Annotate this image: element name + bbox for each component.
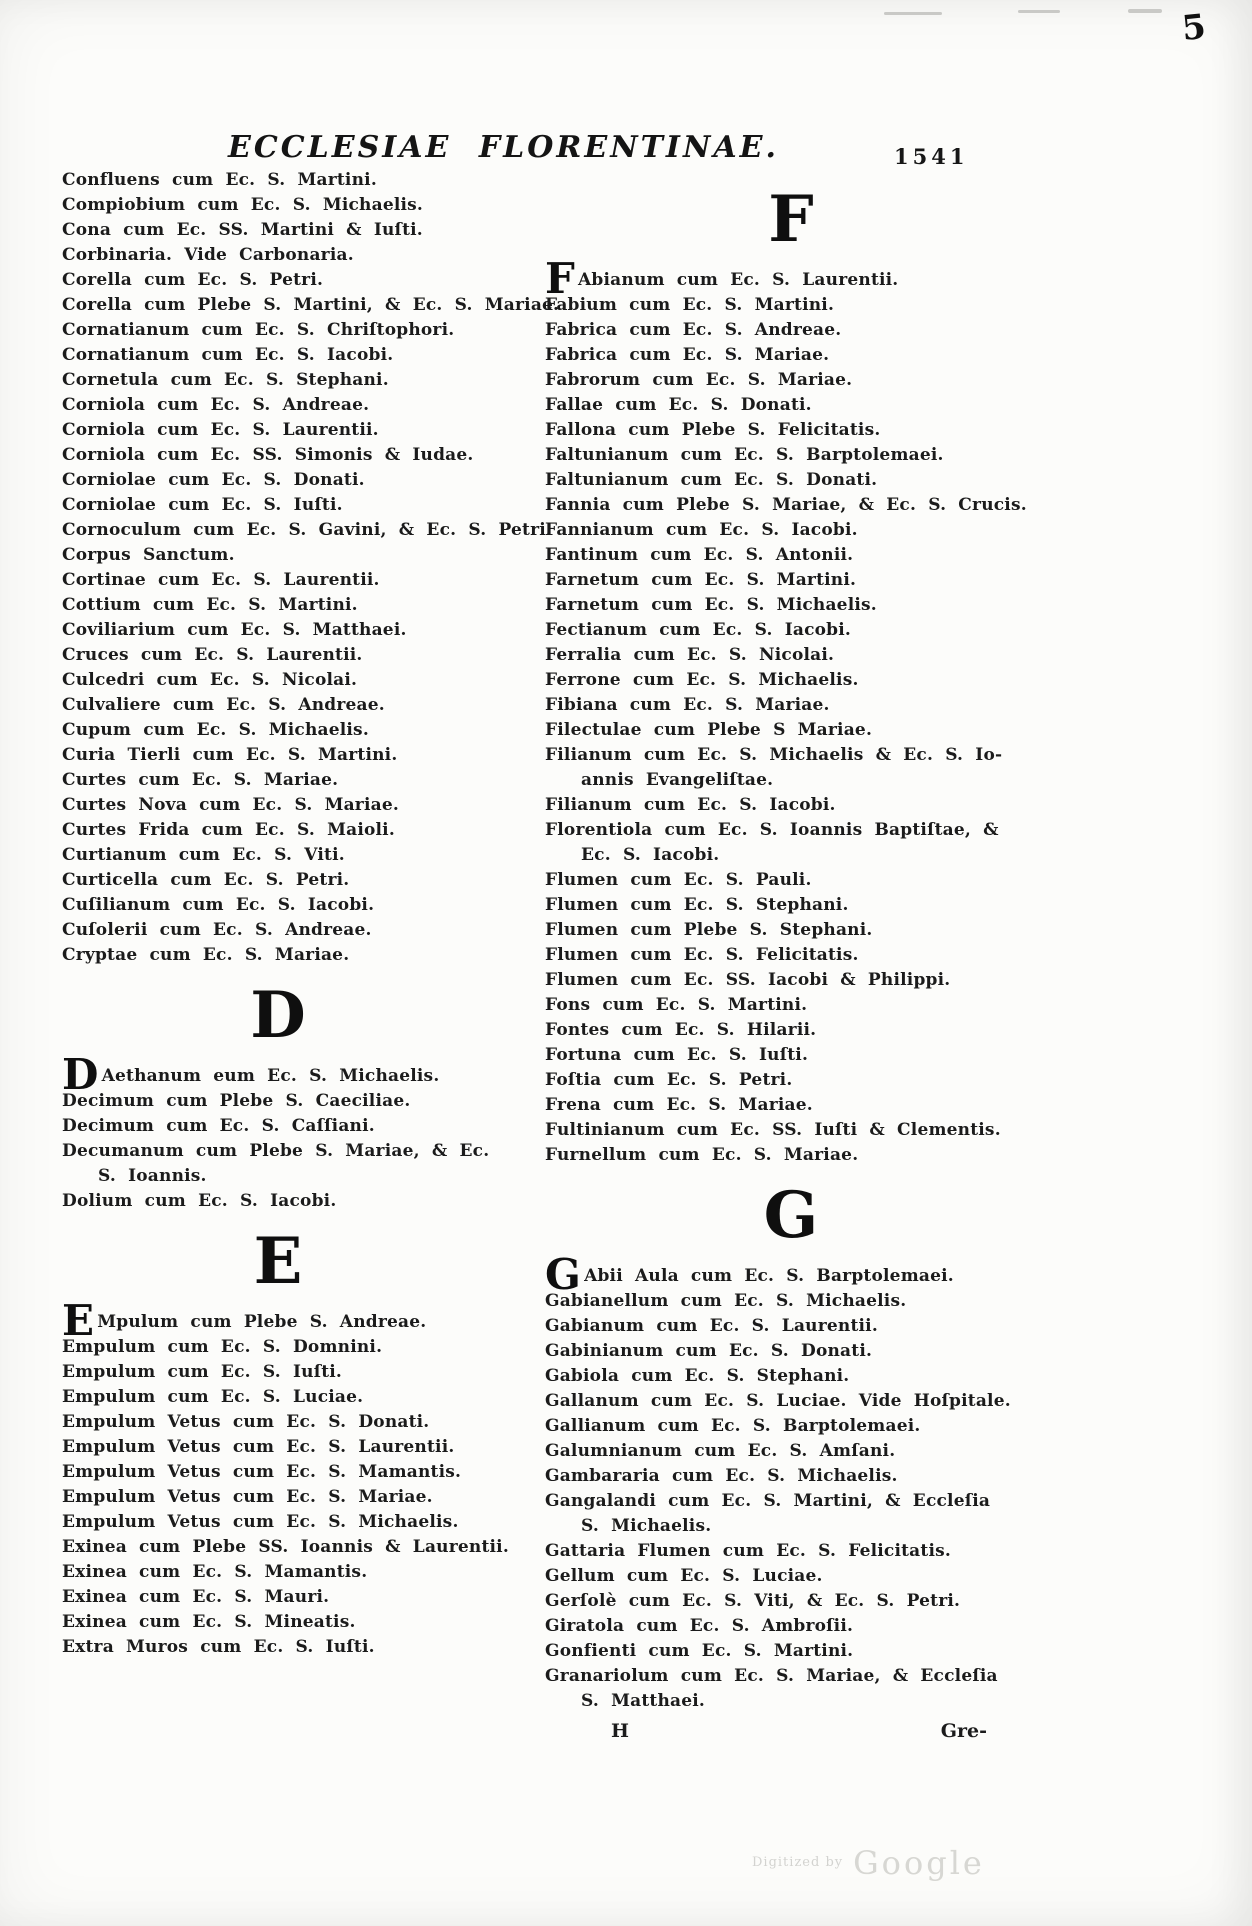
entry-line: Fectianum cum Ec. S. Iacobi. — [545, 620, 852, 640]
entry-line: Coviliarium cum Ec. S. Matthaei. — [62, 620, 407, 640]
page-number: 1541 — [894, 144, 969, 169]
entry-line: Confluens cum Ec. S. Martini. — [62, 170, 377, 190]
entry-line: Curtianum cum Ec. S. Viti. — [62, 845, 345, 865]
entry-line: Farnetum cum Ec. S. Martini. — [545, 570, 857, 590]
entry-line: Gellum cum Ec. S. Luciae. — [545, 1566, 823, 1586]
entry-line — [62, 1050, 494, 1099]
entry-line: Ferralia cum Ec. S. Nicolai. — [545, 645, 835, 665]
entry-line: Corella cum Ec. S. Petri. — [62, 270, 324, 290]
e-section-entries — [62, 1335, 509, 1660]
drop-cap-f: F — [545, 254, 576, 303]
entry-line: Flumen cum Ec. S. Felicitatis. — [545, 945, 859, 965]
entry-line: Fons cum Ec. S. Martini. — [545, 995, 808, 1015]
entry-line: Faltunianum cum Ec. S. Donati. — [545, 470, 878, 490]
entry-line: Exinea cum Ec. S. Mineatis. — [62, 1612, 356, 1632]
f-section-entries — [545, 293, 1037, 1168]
signature-mark: H — [611, 1720, 629, 1742]
catchword: Gre- — [940, 1720, 987, 1742]
entry-line: Filianum cum Ec. S. Michaelis & Ec. S. Io- — [545, 745, 1003, 765]
entry-line: Empulum cum Ec. S. Domnini. — [62, 1337, 383, 1357]
entry-line: Florentiola cum Ec. S. Ioannis Baptiſtae, & — [545, 820, 999, 840]
entry-line: Empulum Vetus cum Ec. S. Laurentii. — [62, 1437, 455, 1457]
scan-artifact — [1128, 9, 1162, 13]
entry-line: Cupum cum Ec. S. Michaelis. — [62, 720, 369, 740]
entry-line: Ferrone cum Ec. S. Michaelis. — [545, 670, 859, 690]
entry-line: Empulum cum Ec. S. Iuſti. — [62, 1362, 343, 1382]
entry-line: Cruces cum Ec. S. Laurentii. — [62, 645, 363, 665]
c-section-entries — [62, 168, 560, 968]
entry-line: Gerſolè cum Ec. S. Viti, & Ec. S. Petri. — [545, 1591, 961, 1611]
entry-line: Gabianum cum Ec. S. Laurentii. — [545, 1316, 878, 1336]
entry-line: S. Michaelis. — [581, 1516, 712, 1536]
entry-line: Cryptae cum Ec. S. Mariae. — [62, 945, 350, 965]
entry-line: Fabrica cum Ec. S. Andreae. — [545, 320, 842, 340]
entry-line: Gallianum cum Ec. S. Barptolemaei. — [545, 1416, 921, 1436]
entry-line: Corbinaria. Vide Carbonaria. — [62, 245, 354, 265]
footer — [545, 1714, 1037, 1744]
entry-line: Frena cum Ec. S. Mariae. — [545, 1095, 813, 1115]
entry-line: Ec. S. Iacobi. — [581, 845, 720, 865]
entry-line: Giratola cum Ec. S. Ambroſii. — [545, 1616, 854, 1636]
entry-line: Gattaria Flumen cum Ec. S. Felicitatis. — [545, 1541, 951, 1561]
entry-line: Curtes Frida cum Ec. S. Maioli. — [62, 820, 395, 840]
g-section-entries — [545, 1289, 1037, 1714]
entry-line: Fannianum cum Ec. S. Iacobi. — [545, 520, 858, 540]
watermark-brand: Google — [853, 1844, 985, 1882]
entry-line: Extra Muros cum Ec. S. Iuſti. — [62, 1637, 375, 1657]
entry-line: Farnetum cum Ec. S. Michaelis. — [545, 595, 877, 615]
entry-line: Fannia cum Plebe S. Mariae, & Ec. S. Crucis. — [545, 495, 1027, 515]
entry-line: Gabinianum cum Ec. S. Donati. — [545, 1341, 873, 1361]
section-letter-d: D — [250, 978, 306, 1053]
entry-line: Decimum cum Ec. S. Caſſiani. — [62, 1116, 375, 1136]
entry-line: Cuſolerii cum Ec. S. Andreae. — [62, 920, 372, 940]
entry-line: Exinea cum Plebe SS. Ioannis & Laurentii. — [62, 1537, 509, 1557]
watermark-prefix: Digitized by — [752, 1855, 844, 1870]
entry-line: Dolium cum Ec. S. Iacobi. — [62, 1191, 337, 1211]
entry-line: Gallanum cum Ec. S. Luciae. Vide Hoſpitale. — [545, 1391, 1011, 1411]
entry-text: Aethanum eum Ec. S. Michaelis. — [101, 1066, 440, 1086]
section-letter-e: E — [253, 1224, 303, 1299]
entry-line: Curtes Nova cum Ec. S. Mariae. — [62, 795, 399, 815]
entry-line: Galumnianum cum Ec. S. Amſani. — [545, 1441, 896, 1461]
entry-line: Furnellum cum Ec. S. Mariae. — [545, 1145, 859, 1165]
section-letter-g: G — [763, 1178, 819, 1253]
google-watermark — [752, 1844, 985, 1882]
entry-line: Cuſilianum cum Ec. S. Iacobi. — [62, 895, 375, 915]
entry-line: Cornoculum cum Ec. S. Gavini, & Ec. S. Petri. — [62, 520, 553, 540]
entry-line: Fabrorum cum Ec. S. Mariae. — [545, 370, 853, 390]
d-section-entries — [62, 1089, 494, 1214]
entry-line: Filectulae cum Plebe S Mariae. — [545, 720, 873, 740]
entry-line: Fontes cum Ec. S. Hilarii. — [545, 1020, 817, 1040]
entry-text: Mpulum cum Plebe S. Andreae. — [97, 1312, 427, 1332]
entry-line: Flumen cum Ec. SS. Iacobi & Philippi. — [545, 970, 951, 990]
entry-line: Culcedri cum Ec. S. Nicolai. — [62, 670, 358, 690]
entry-line: Cornetula cum Ec. S. Stephani. — [62, 370, 389, 390]
entry-line: Compiobium cum Ec. S. Michaelis. — [62, 195, 424, 215]
drop-cap-d: D — [62, 1050, 99, 1099]
entry-line: Cornatianum cum Ec. S. Iacobi. — [62, 345, 394, 365]
entry-line: Gangalandi cum Ec. S. Martini, & Eccleſia — [545, 1491, 991, 1511]
entry-line: Culvaliere cum Ec. S. Andreae. — [62, 695, 385, 715]
entry-line: Empulum Vetus cum Ec. S. Donati. — [62, 1412, 430, 1432]
entry-line: Corniola cum Ec. S. Laurentii. — [62, 420, 379, 440]
entry-line: Fantinum cum Ec. S. Antonii. — [545, 545, 854, 565]
entry-line: Granariolum cum Ec. S. Mariae, & Eccleſia — [545, 1666, 998, 1686]
drop-cap-e: E — [62, 1296, 95, 1345]
entry-line: Flumen cum Plebe S. Stephani. — [545, 920, 873, 940]
entry-line: Gonfienti cum Ec. S. Martini. — [545, 1641, 854, 1661]
scan-artifact — [884, 12, 942, 15]
entry-line: Curia Tierli cum Ec. S. Martini. — [62, 745, 398, 765]
entry-line: Decimum cum Plebe S. Caeciliae. — [62, 1091, 411, 1111]
entry-line: Corniolae cum Ec. S. Iuſti. — [62, 495, 343, 515]
entry-line: Empulum Vetus cum Ec. S. Mamantis. — [62, 1462, 462, 1482]
entry-line: Fabrica cum Ec. S. Mariae. — [545, 345, 830, 365]
entry-line: Decumanum cum Plebe S. Mariae, & Ec. — [62, 1141, 490, 1161]
entry-line: Fultinianum cum Ec. SS. Iuſti & Clementis. — [545, 1120, 1001, 1140]
entry-line: Gambararia cum Ec. S. Michaelis. — [545, 1466, 898, 1486]
entry-line: Corpus Sanctum. — [62, 545, 235, 565]
entry-line: Exinea cum Ec. S. Mauri. — [62, 1587, 330, 1607]
entry-line: Corella cum Plebe S. Martini, & Ec. S. Mariae. — [62, 295, 560, 315]
entry-line: Fallona cum Plebe S. Felicitatis. — [545, 420, 881, 440]
scan-artifact — [1018, 10, 1060, 13]
entry-line — [62, 1296, 494, 1345]
entry-line: Fabium cum Ec. S. Martini. — [545, 295, 835, 315]
drop-cap-g: G — [545, 1250, 582, 1299]
entry-line: Empulum Vetus cum Ec. S. Mariae. — [62, 1487, 433, 1507]
entry-line: Cornatianum cum Ec. S. Chriſtophori. — [62, 320, 455, 340]
entry-line: Flumen cum Ec. S. Stephani. — [545, 895, 849, 915]
entry-line: Cona cum Ec. SS. Martini & Iuſti. — [62, 220, 423, 240]
entry-line: Fallae cum Ec. S. Donati. — [545, 395, 812, 415]
entry-line: Curtes cum Ec. S. Mariae. — [62, 770, 339, 790]
entry-line: Fibiana cum Ec. S. Mariae. — [545, 695, 830, 715]
entry-line — [545, 1250, 1037, 1299]
page-title: ECCLESIAE FLORENTINAE. — [228, 130, 779, 165]
entry-line: Corniola cum Ec. SS. Simonis & Iudae. — [62, 445, 474, 465]
entry-line: Gabiola cum Ec. S. Stephani. — [545, 1366, 850, 1386]
entry-line: Empulum Vetus cum Ec. S. Michaelis. — [62, 1512, 459, 1532]
entry-line: Curticella cum Ec. S. Petri. — [62, 870, 350, 890]
entry-line: Corniola cum Ec. S. Andreae. — [62, 395, 370, 415]
left-column — [62, 168, 560, 1660]
entry-line: Filianum cum Ec. S. Iacobi. — [545, 795, 836, 815]
entry-line — [545, 254, 1037, 303]
entry-line: Cortinae cum Ec. S. Laurentii. — [62, 570, 380, 590]
section-letter-f: F — [768, 182, 814, 257]
entry-line: Gabianellum cum Ec. S. Michaelis. — [545, 1291, 907, 1311]
entry-text: Abii Aula cum Ec. S. Barptolemaei. — [584, 1266, 954, 1286]
entry-line: Fortuna cum Ec. S. Iuſti. — [545, 1045, 809, 1065]
right-column — [545, 182, 1037, 1744]
entry-line: Flumen cum Ec. S. Pauli. — [545, 870, 812, 890]
entry-line: S. Matthaei. — [581, 1691, 706, 1711]
entry-line: annis Evangeliſtae. — [581, 770, 774, 790]
entry-line: Exinea cum Ec. S. Mamantis. — [62, 1562, 368, 1582]
entry-line: S. Ioannis. — [98, 1166, 207, 1186]
entry-line: Cottium cum Ec. S. Martini. — [62, 595, 358, 615]
corner-mark: 5 — [1179, 6, 1208, 50]
entry-line: Corniolae cum Ec. S. Donati. — [62, 470, 365, 490]
entry-text: Abianum cum Ec. S. Laurentii. — [578, 270, 899, 290]
entry-line: Faltunianum cum Ec. S. Barptolemaei. — [545, 445, 944, 465]
entry-line: Empulum cum Ec. S. Luciae. — [62, 1387, 364, 1407]
entry-line: Foſtia cum Ec. S. Petri. — [545, 1070, 793, 1090]
